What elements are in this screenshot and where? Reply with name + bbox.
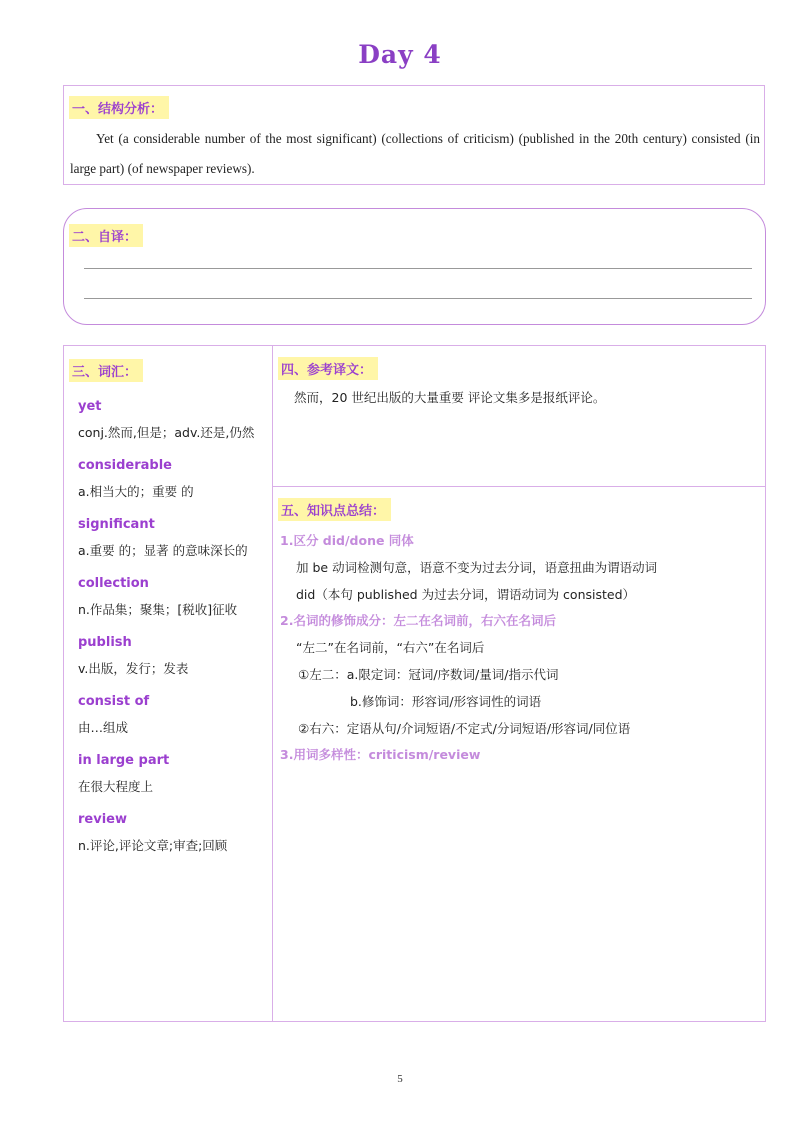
summary-heading: 五、知识点总结： — [278, 498, 391, 521]
reference-translation-heading: 四、参考译文： — [278, 357, 378, 380]
vocab-meaning: n.评论,评论文章;审查;回顾 — [78, 838, 228, 853]
summary-line: did（本句 published 为过去分词，谓语动词为 consisted） — [296, 587, 636, 602]
vocab-word: significant — [78, 517, 155, 532]
column-divider — [272, 346, 273, 1021]
vocab-meaning: a.相当大的；重要 的 — [78, 484, 194, 499]
structure-analysis-heading: 一、结构分析： — [69, 96, 169, 119]
summary-point-2: 2.名词的修饰成分：左二在名词前，右六在名词后 — [280, 613, 556, 628]
vocab-word: yet — [78, 399, 102, 414]
summary-point-1: 1.区分 did/done 同体 — [280, 533, 414, 548]
vocab-meaning: a.重要 的；显著 的意味深长的 — [78, 543, 248, 558]
vocab-word: considerable — [78, 458, 172, 473]
vocab-item — [78, 398, 268, 444]
vocab-word: in large part — [78, 753, 170, 768]
vocab-item — [78, 457, 268, 503]
vocab-item — [78, 811, 268, 857]
vocab-item — [78, 752, 268, 798]
summary-point-3: 3.用词多样性：criticism/review — [280, 747, 481, 762]
vocab-item — [78, 575, 268, 621]
vocab-meaning: n.作品集；聚集；[税收]征收 — [78, 602, 238, 617]
vocab-item — [78, 693, 268, 739]
summary-line: b.修饰词：形容词/形容词性的词语 — [350, 694, 542, 709]
self-translation-box — [63, 208, 766, 325]
translation-line-2[interactable] — [84, 298, 752, 299]
vocab-item — [78, 634, 268, 680]
summary-line: “左二”在名词前，“右六”在名词后 — [296, 640, 485, 655]
structure-analysis-text: Yet (a considerable number of the most significant) (collections of criticism) (published in the 20th century) consisted (in large part) (of newspaper reviews). — [70, 131, 760, 176]
translation-line-1[interactable] — [84, 268, 752, 269]
vocab-word: publish — [78, 635, 132, 650]
notes-grid — [63, 345, 766, 1022]
vocab-word: collection — [78, 576, 149, 591]
summary-content — [280, 528, 760, 768]
vocab-meaning: conj.然而,但是；adv.还是,仍然 — [78, 425, 255, 440]
summary-line: ②右六：定语从句/介词短语/不定式/分词短语/形容词/同位语 — [298, 721, 631, 736]
vocab-meaning: 由…组成 — [78, 720, 129, 735]
row-divider — [273, 486, 765, 487]
summary-line: ①左二：a.限定词：冠词/序数词/量词/指示代词 — [298, 667, 559, 682]
page-title: Day 4 — [358, 40, 442, 69]
structure-analysis-box — [63, 85, 765, 185]
vocab-meaning: 在很大程度上 — [78, 779, 154, 794]
page-number: 5 — [397, 1073, 403, 1085]
vocabulary-heading: 三、词汇： — [69, 359, 143, 382]
self-translation-heading: 二、自译： — [69, 224, 143, 247]
vocab-meaning: v.出版，发行；发表 — [78, 661, 189, 676]
summary-line: 加 be 动词检测句意，语意不变为过去分词，语意扭曲为谓语动词 — [296, 560, 658, 575]
vocab-word: consist of — [78, 694, 150, 709]
vocab-word: review — [78, 812, 127, 827]
reference-translation-text: 然而，20 世纪出版的大量重要 评论文集多是报纸评论。 — [294, 390, 606, 405]
vocabulary-list — [78, 398, 268, 870]
vocab-item — [78, 516, 268, 562]
